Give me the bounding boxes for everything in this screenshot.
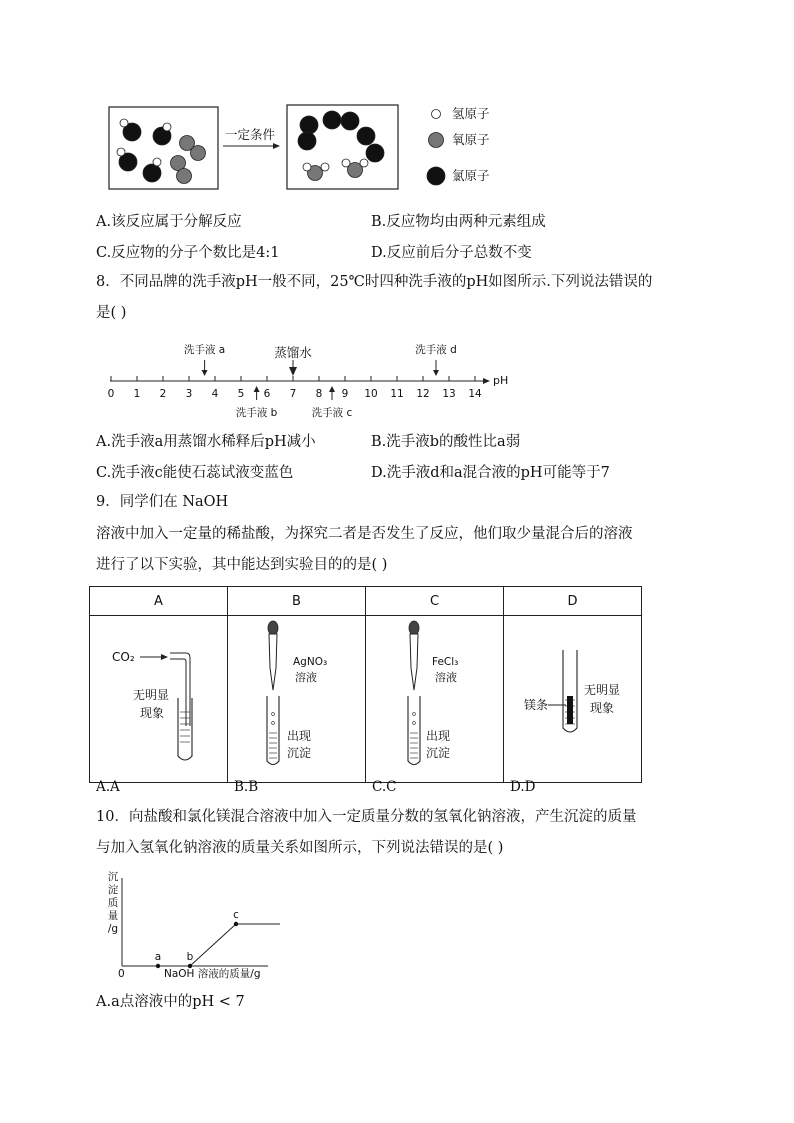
ph-scale-chart (100, 336, 520, 424)
ph-tick-label: 14 (468, 388, 482, 400)
h2o-molecule (342, 159, 368, 178)
metal-d-label: 镁条 (524, 698, 549, 712)
observation-a-line1: 无明显 (133, 688, 170, 702)
experiment-d-cell (504, 616, 642, 783)
cl2-molecule (357, 127, 384, 162)
h2o-molecule (303, 163, 329, 181)
ph-marker-arrowhead (202, 370, 208, 376)
observation-a-line2: 现象 (140, 706, 165, 720)
q8-option-d[interactable]: D.洗手液d和a混合液的pH可能等于7 (371, 465, 610, 481)
ph-tick-label: 8 (315, 388, 323, 400)
q10-stem-line2: 与加入氢氧化钠溶液的质量关系如图所示，下列说法错误的是( ) (96, 840, 504, 856)
experiment-b-cell (228, 616, 366, 783)
ph-tick-label: 13 (442, 388, 456, 400)
delivery-tube (170, 653, 190, 726)
ph-marker-arrowhead (289, 367, 297, 376)
q8-option-a[interactable]: A.洗手液a用蒸馏水稀释后pH减小 (96, 434, 316, 450)
q7-option-b[interactable]: B.反应物均由两种元素组成 (371, 214, 546, 230)
experiment-c-cell (366, 616, 504, 783)
q8-option-c[interactable]: C.洗手液c能使石蕊试液变蓝色 (96, 465, 294, 481)
q9-option-b[interactable]: B.B (234, 779, 259, 795)
dropper-bulb-c (409, 621, 419, 635)
o2-molecule (171, 156, 192, 184)
q9-stem-line2: 溶液中加入一定量的稀盐酸，为探究二者是否发生了反应，他们取少量混合后的溶液 (96, 526, 633, 542)
ph-marker-label: 洗手液 a (183, 344, 226, 356)
graph-point-label: a (154, 951, 162, 963)
ph-marker-arrowhead (433, 370, 439, 376)
q8-option-b[interactable]: B.洗手液b的酸性比a弱 (371, 434, 521, 450)
q7-option-a[interactable]: A.该反应属于分解反应 (96, 214, 242, 230)
ph-tick-label: 2 (159, 388, 167, 400)
experiment-a-cell (90, 616, 228, 783)
observation-c-line1: 出现 (426, 729, 451, 743)
cl2-molecule (298, 116, 318, 150)
q9-option-a[interactable]: A.A (96, 779, 120, 795)
graph-origin: 0 (118, 968, 125, 980)
ph-marker-arrowhead (329, 386, 335, 392)
q7-option-c[interactable]: C.反应物的分子个数比是4:1 (96, 245, 280, 261)
ph-tick-label: 5 (237, 388, 245, 400)
graph-y-label-char: 淀 (107, 884, 119, 896)
test-tube-b (267, 696, 279, 765)
reagent-b-line1: AgNO₃ (293, 656, 328, 668)
table-header-c: C (366, 587, 504, 616)
o2-molecule (180, 136, 206, 161)
observation-b-line1: 出现 (287, 729, 312, 743)
q7-option-d[interactable]: D.反应前后分子总数不变 (371, 245, 532, 261)
hcl-molecule (117, 148, 137, 171)
table-header-b: B (228, 587, 366, 616)
ph-marker-label: 洗手液 d (415, 344, 457, 356)
test-tube-c (408, 696, 420, 765)
observation-d-line1: 无明显 (584, 683, 621, 697)
co2-label: CO₂ (112, 650, 135, 664)
hcl-molecule (153, 123, 171, 145)
q9-stem-line3: 进行了以下实验，其中能达到实验目的的是( ) (96, 557, 388, 573)
graph-x-label: NaOH 溶液的质量/g (164, 968, 261, 980)
magnesium-ribbon (567, 696, 573, 724)
svg-text:氧原子: 氧原子 (452, 132, 490, 147)
q9-experiment-table (89, 586, 642, 783)
graph-y-label-char: 量 (107, 910, 119, 922)
observation-d-line2: 现象 (590, 701, 615, 715)
q10-stem-line1: 10．向盐酸和氯化镁混合溶液中加入一定质量分数的氢氧化钠溶液，产生沉淀的质量 (96, 809, 637, 825)
legend-chlorine (427, 167, 490, 185)
q8-stem-line1: 8．不同品牌的洗手液pH一般不同，25℃时四种洗手液的pH如图所示.下列说法错误的 (96, 274, 653, 290)
reaction-condition-label: 一定条件 (225, 127, 276, 142)
precipitate-graph (100, 868, 280, 980)
graph-y-label-char: 沉 (107, 871, 119, 883)
graph-y-label-char: /g (107, 923, 119, 935)
ph-tick-label: 1 (133, 388, 141, 400)
ph-tick-label: 9 (341, 388, 349, 400)
reaction-diagram (100, 98, 520, 198)
ph-axis-label: pH (493, 374, 509, 387)
graph-y-label-char: 质 (107, 897, 119, 909)
reagent-c-line2: 溶液 (435, 671, 457, 684)
graph-point (188, 964, 192, 968)
ph-marker-label: 洗手液 b (235, 407, 278, 419)
q9-stem-line1: 9．同学们在 NaOH (96, 494, 229, 510)
table-header-a: A (90, 587, 228, 616)
q9-option-d[interactable]: D.D (510, 779, 536, 795)
ph-tick-label: 3 (185, 388, 193, 400)
hcl-molecule (120, 119, 141, 141)
q8-stem-line2: 是( ) (96, 305, 127, 321)
legend-hydrogen (432, 106, 490, 121)
observation-c-line2: 沉淀 (426, 746, 451, 760)
observation-b-line2: 沉淀 (287, 746, 312, 760)
hcl-molecule (143, 158, 161, 182)
ph-marker-label: 洗手液 c (311, 407, 353, 419)
graph-series-line (144, 924, 280, 966)
reagent-c-line1: FeCl₃ (432, 656, 459, 668)
ph-tick-label: 12 (416, 388, 430, 400)
ph-tick-label: 0 (107, 388, 115, 400)
dropper-bulb-b (268, 621, 278, 635)
cl2-molecule (323, 111, 359, 130)
q9-option-c[interactable]: C.C (372, 779, 397, 795)
svg-text:氢原子: 氢原子 (452, 106, 490, 121)
legend-oxygen (429, 132, 490, 148)
ph-axis-arrow (483, 378, 490, 384)
svg-text:氯原子: 氯原子 (452, 168, 490, 183)
reagent-b-line2: 溶液 (295, 671, 317, 684)
q10-option-a[interactable]: A.a点溶液中的pH < 7 (96, 994, 245, 1010)
graph-point-label: c (233, 909, 239, 921)
ph-marker-arrowhead (254, 386, 260, 392)
graph-point-label: b (186, 951, 194, 963)
ph-tick-label: 11 (390, 388, 404, 400)
graph-point (156, 964, 160, 968)
table-header-d: D (504, 587, 642, 616)
ph-tick-label: 6 (263, 388, 271, 400)
graph-point (234, 922, 238, 926)
ph-tick-label: 4 (211, 388, 219, 400)
ph-tick-label: 7 (289, 388, 297, 400)
ph-tick-label: 10 (364, 388, 378, 400)
ph-marker-label: 蒸馏水 (274, 345, 312, 360)
